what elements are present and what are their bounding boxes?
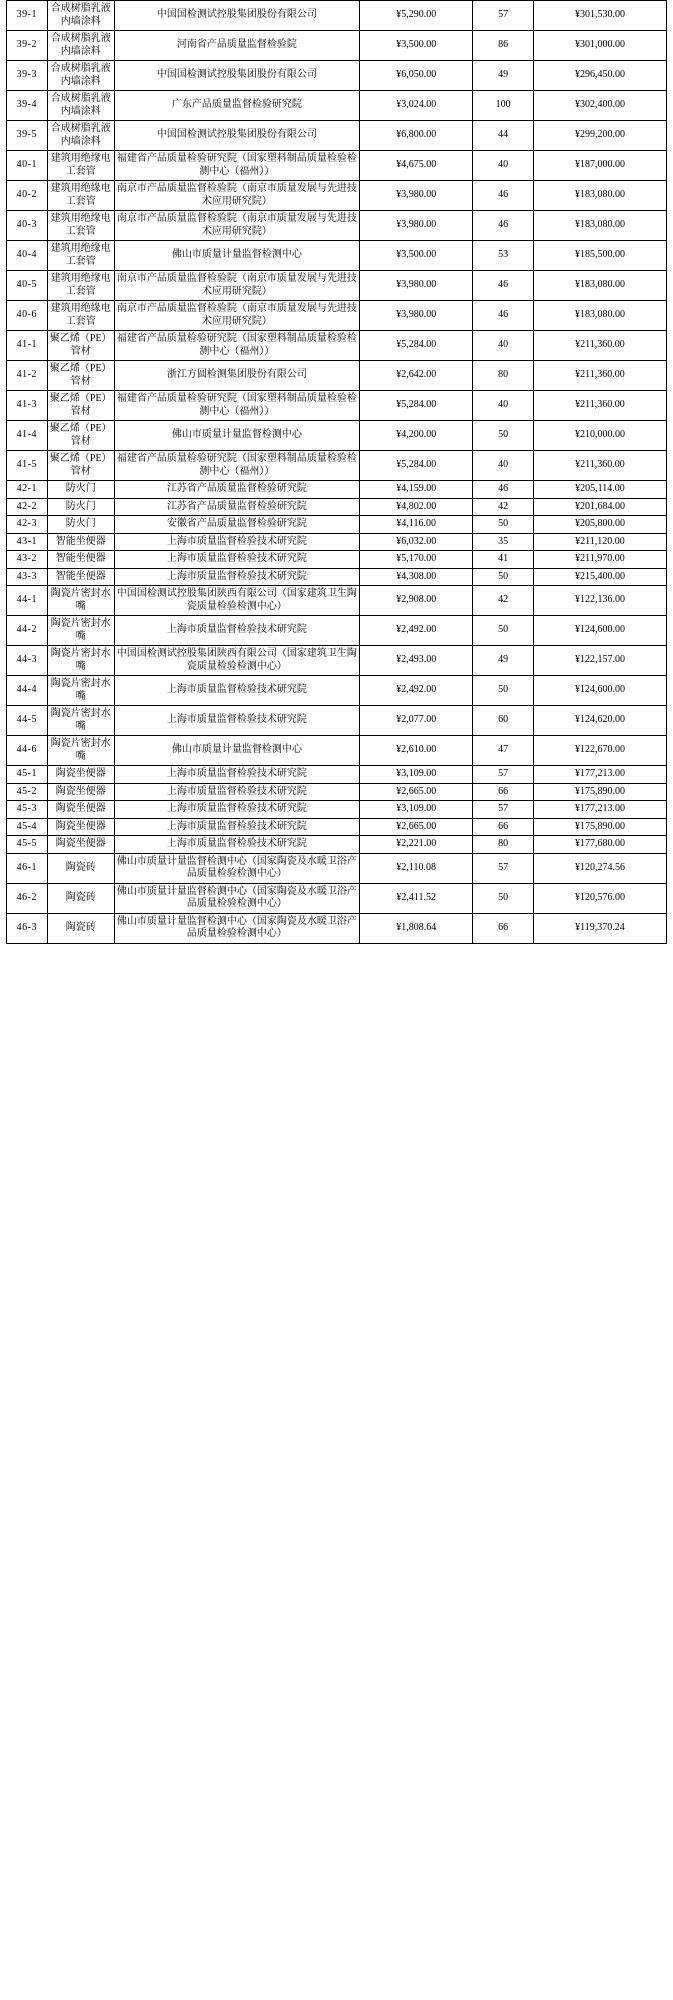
cell-qty: 40 xyxy=(473,451,534,481)
cell-price: ¥3,500.00 xyxy=(360,241,473,271)
cell-org: 江苏省产品质量监督检验研究院 xyxy=(114,481,359,499)
cell-total: ¥201,684.00 xyxy=(533,498,666,516)
cell-item: 智能坐便器 xyxy=(47,533,114,551)
cell-qty: 86 xyxy=(473,31,534,61)
cell-org: 安徽省产品质量监督检验研究院 xyxy=(114,516,359,534)
table-row xyxy=(7,551,667,569)
cell-org: 福建省产品质量检验研究院（国家塑料制品质量检验检测中心（福州）） xyxy=(114,391,359,421)
cell-price: ¥5,284.00 xyxy=(360,451,473,481)
cell-price: ¥6,050.00 xyxy=(360,61,473,91)
cell-price: ¥3,980.00 xyxy=(360,271,473,301)
cell-price: ¥5,170.00 xyxy=(360,551,473,569)
cell-item: 建筑用绝缘电工套管 xyxy=(47,301,114,331)
cell-price: ¥2,077.00 xyxy=(360,706,473,736)
table-row xyxy=(7,783,667,801)
cell-no: 44-6 xyxy=(7,736,48,766)
cell-total: ¥185,500.00 xyxy=(533,241,666,271)
cell-price: ¥6,800.00 xyxy=(360,121,473,151)
cell-price: ¥2,665.00 xyxy=(360,783,473,801)
cell-price: ¥2,610.00 xyxy=(360,736,473,766)
cell-org: 中国国检测试控股集团股份有限公司 xyxy=(114,121,359,151)
cell-org: 佛山市质量计量监督检测中心 xyxy=(114,241,359,271)
cell-price: ¥3,109.00 xyxy=(360,801,473,819)
cell-item: 陶瓷坐便器 xyxy=(47,818,114,836)
cell-no: 39-4 xyxy=(7,91,48,121)
cell-no: 45-5 xyxy=(7,836,48,854)
table-row xyxy=(7,533,667,551)
cell-no: 40-5 xyxy=(7,271,48,301)
cell-total: ¥175,890.00 xyxy=(533,783,666,801)
cell-org: 广东产品质量监督检验研究院 xyxy=(114,91,359,121)
cell-no: 40-4 xyxy=(7,241,48,271)
cell-total: ¥175,890.00 xyxy=(533,818,666,836)
cell-org: 上海市质量监督检验技术研究院 xyxy=(114,568,359,586)
cell-no: 45-4 xyxy=(7,818,48,836)
cell-item: 陶瓷砖 xyxy=(47,883,114,913)
cell-qty: 50 xyxy=(473,883,534,913)
table-row xyxy=(7,676,667,706)
cell-org: 佛山市质量计量监督检测中心（国家陶瓷及水暖卫浴产品质量检验检测中心） xyxy=(114,883,359,913)
table-row xyxy=(7,766,667,784)
cell-qty: 46 xyxy=(473,211,534,241)
cell-item: 陶瓷坐便器 xyxy=(47,801,114,819)
document-sheet xyxy=(0,0,673,944)
cell-price: ¥4,159.00 xyxy=(360,481,473,499)
cell-no: 41-3 xyxy=(7,391,48,421)
cell-no: 44-2 xyxy=(7,616,48,646)
cell-total: ¥183,080.00 xyxy=(533,301,666,331)
cell-total: ¥302,400.00 xyxy=(533,91,666,121)
table-row xyxy=(7,241,667,271)
cell-total: ¥119,370.24 xyxy=(533,913,666,943)
cell-price: ¥2,493.00 xyxy=(360,646,473,676)
cell-org: 佛山市质量计量监督检测中心 xyxy=(114,736,359,766)
cell-item: 防火门 xyxy=(47,516,114,534)
cell-qty: 100 xyxy=(473,91,534,121)
cell-price: ¥3,024.00 xyxy=(360,91,473,121)
table-row xyxy=(7,853,667,883)
cell-price: ¥4,116.00 xyxy=(360,516,473,534)
cell-item: 陶瓷砖 xyxy=(47,853,114,883)
cell-price: ¥2,221.00 xyxy=(360,836,473,854)
cell-item: 陶瓷砖 xyxy=(47,913,114,943)
cell-org: 南京市产品质量监督检验院（南京市质量发展与先进技术应用研究院） xyxy=(114,301,359,331)
table-row xyxy=(7,391,667,421)
cell-org: 浙江方圆检测集团股份有限公司 xyxy=(114,361,359,391)
cell-qty: 53 xyxy=(473,241,534,271)
cell-no: 39-5 xyxy=(7,121,48,151)
table-row xyxy=(7,706,667,736)
cell-total: ¥211,360.00 xyxy=(533,451,666,481)
cell-item: 防火门 xyxy=(47,481,114,499)
cell-no: 42-3 xyxy=(7,516,48,534)
cell-price: ¥4,675.00 xyxy=(360,151,473,181)
cell-no: 39-3 xyxy=(7,61,48,91)
cell-item: 陶瓷坐便器 xyxy=(47,783,114,801)
cell-qty: 42 xyxy=(473,498,534,516)
cell-no: 44-5 xyxy=(7,706,48,736)
cell-org: 南京市产品质量监督检验院（南京市质量发展与先进技术应用研究院） xyxy=(114,271,359,301)
cell-item: 陶瓷片密封水嘴 xyxy=(47,646,114,676)
cell-org: 上海市质量监督检验技术研究院 xyxy=(114,533,359,551)
cell-item: 智能坐便器 xyxy=(47,551,114,569)
cell-qty: 57 xyxy=(473,853,534,883)
cell-no: 40-1 xyxy=(7,151,48,181)
cell-no: 44-1 xyxy=(7,586,48,616)
cell-total: ¥177,213.00 xyxy=(533,801,666,819)
cell-price: ¥3,500.00 xyxy=(360,31,473,61)
cell-org: 上海市质量监督检验技术研究院 xyxy=(114,616,359,646)
cell-total: ¥177,680.00 xyxy=(533,836,666,854)
cell-item: 合成树脂乳液内墙涂料 xyxy=(47,121,114,151)
cell-org: 上海市质量监督检验技术研究院 xyxy=(114,801,359,819)
cell-qty: 50 xyxy=(473,616,534,646)
cell-qty: 35 xyxy=(473,533,534,551)
cell-price: ¥4,200.00 xyxy=(360,421,473,451)
cell-price: ¥5,290.00 xyxy=(360,1,473,31)
cell-price: ¥3,980.00 xyxy=(360,181,473,211)
cell-total: ¥120,274.56 xyxy=(533,853,666,883)
table-row xyxy=(7,1,667,31)
cell-no: 41-1 xyxy=(7,331,48,361)
table-row xyxy=(7,616,667,646)
cell-total: ¥211,970.00 xyxy=(533,551,666,569)
cell-item: 陶瓷坐便器 xyxy=(47,766,114,784)
cell-no: 41-2 xyxy=(7,361,48,391)
cell-org: 中国国检测试控股集团股份有限公司 xyxy=(114,61,359,91)
cell-total: ¥211,360.00 xyxy=(533,391,666,421)
cell-org: 佛山市质量计量监督检测中心（国家陶瓷及水暖卫浴产品质量检验检测中心） xyxy=(114,853,359,883)
table-row xyxy=(7,331,667,361)
table-row xyxy=(7,818,667,836)
cell-price: ¥2,411.52 xyxy=(360,883,473,913)
cell-total: ¥210,000.00 xyxy=(533,421,666,451)
table-row xyxy=(7,211,667,241)
cell-price: ¥3,980.00 xyxy=(360,301,473,331)
cell-qty: 66 xyxy=(473,783,534,801)
table-row xyxy=(7,421,667,451)
cell-org: 中国国检测试控股集团股份有限公司 xyxy=(114,1,359,31)
cell-item: 陶瓷片密封水嘴 xyxy=(47,736,114,766)
table-row xyxy=(7,271,667,301)
cell-qty: 46 xyxy=(473,481,534,499)
cell-total: ¥124,600.00 xyxy=(533,676,666,706)
cell-item: 建筑用绝缘电工套管 xyxy=(47,181,114,211)
cell-total: ¥205,114.00 xyxy=(533,481,666,499)
table-row xyxy=(7,568,667,586)
cell-total: ¥211,360.00 xyxy=(533,331,666,361)
cell-item: 陶瓷片密封水嘴 xyxy=(47,586,114,616)
table-row xyxy=(7,516,667,534)
cell-qty: 40 xyxy=(473,391,534,421)
cell-item: 合成树脂乳液内墙涂料 xyxy=(47,91,114,121)
cell-item: 聚乙烯（PE）管材 xyxy=(47,391,114,421)
cell-org: 中国国检测试控股集团陕西有限公司（国家建筑卫生陶瓷质量检验检测中心） xyxy=(114,586,359,616)
bid-results-table xyxy=(6,0,667,944)
cell-price: ¥4,802.00 xyxy=(360,498,473,516)
cell-qty: 47 xyxy=(473,736,534,766)
cell-price: ¥2,110.08 xyxy=(360,853,473,883)
table-row xyxy=(7,736,667,766)
table-row xyxy=(7,883,667,913)
cell-no: 40-6 xyxy=(7,301,48,331)
table-row xyxy=(7,451,667,481)
cell-no: 42-2 xyxy=(7,498,48,516)
cell-price: ¥2,492.00 xyxy=(360,616,473,646)
cell-total: ¥183,080.00 xyxy=(533,181,666,211)
cell-qty: 50 xyxy=(473,568,534,586)
cell-item: 陶瓷片密封水嘴 xyxy=(47,676,114,706)
cell-total: ¥177,213.00 xyxy=(533,766,666,784)
cell-org: 河南省产品质量监督检验院 xyxy=(114,31,359,61)
cell-qty: 40 xyxy=(473,331,534,361)
cell-total: ¥124,620.00 xyxy=(533,706,666,736)
cell-qty: 66 xyxy=(473,818,534,836)
cell-item: 聚乙烯（PE）管材 xyxy=(47,361,114,391)
cell-no: 40-3 xyxy=(7,211,48,241)
cell-qty: 46 xyxy=(473,301,534,331)
cell-total: ¥299,200.00 xyxy=(533,121,666,151)
cell-total: ¥301,000.00 xyxy=(533,31,666,61)
cell-qty: 41 xyxy=(473,551,534,569)
cell-price: ¥5,284.00 xyxy=(360,331,473,361)
table-row xyxy=(7,61,667,91)
cell-item: 合成树脂乳液内墙涂料 xyxy=(47,1,114,31)
cell-qty: 46 xyxy=(473,181,534,211)
cell-total: ¥122,670.00 xyxy=(533,736,666,766)
cell-price: ¥1,808.64 xyxy=(360,913,473,943)
cell-qty: 46 xyxy=(473,271,534,301)
table-row xyxy=(7,498,667,516)
cell-qty: 80 xyxy=(473,836,534,854)
cell-item: 陶瓷片密封水嘴 xyxy=(47,616,114,646)
cell-qty: 44 xyxy=(473,121,534,151)
cell-item: 合成树脂乳液内墙涂料 xyxy=(47,61,114,91)
cell-total: ¥124,600.00 xyxy=(533,616,666,646)
cell-no: 42-1 xyxy=(7,481,48,499)
cell-price: ¥6,032.00 xyxy=(360,533,473,551)
cell-price: ¥2,642.00 xyxy=(360,361,473,391)
cell-qty: 66 xyxy=(473,913,534,943)
cell-item: 陶瓷坐便器 xyxy=(47,836,114,854)
table-row xyxy=(7,836,667,854)
cell-org: 南京市产品质量监督检验院（南京市质量发展与先进技术应用研究院） xyxy=(114,211,359,241)
cell-org: 中国国检测试控股集团陕西有限公司（国家建筑卫生陶瓷质量检验检测中心） xyxy=(114,646,359,676)
table-row xyxy=(7,913,667,943)
cell-no: 39-1 xyxy=(7,1,48,31)
table-row xyxy=(7,646,667,676)
cell-qty: 42 xyxy=(473,586,534,616)
cell-item: 建筑用绝缘电工套管 xyxy=(47,211,114,241)
table-row xyxy=(7,121,667,151)
cell-total: ¥122,157.00 xyxy=(533,646,666,676)
cell-org: 江苏省产品质量监督检验研究院 xyxy=(114,498,359,516)
cell-price: ¥3,109.00 xyxy=(360,766,473,784)
cell-item: 聚乙烯（PE）管材 xyxy=(47,331,114,361)
cell-price: ¥3,980.00 xyxy=(360,211,473,241)
cell-item: 陶瓷片密封水嘴 xyxy=(47,706,114,736)
cell-org: 上海市质量监督检验技术研究院 xyxy=(114,551,359,569)
cell-qty: 57 xyxy=(473,766,534,784)
cell-total: ¥211,360.00 xyxy=(533,361,666,391)
cell-no: 44-3 xyxy=(7,646,48,676)
cell-qty: 49 xyxy=(473,61,534,91)
cell-price: ¥2,492.00 xyxy=(360,676,473,706)
table-body xyxy=(7,1,667,944)
cell-total: ¥187,000.00 xyxy=(533,151,666,181)
cell-price: ¥2,908.00 xyxy=(360,586,473,616)
table-row xyxy=(7,586,667,616)
cell-no: 46-3 xyxy=(7,913,48,943)
cell-no: 44-4 xyxy=(7,676,48,706)
cell-qty: 49 xyxy=(473,646,534,676)
cell-qty: 80 xyxy=(473,361,534,391)
cell-org: 上海市质量监督检验技术研究院 xyxy=(114,706,359,736)
cell-item: 智能坐便器 xyxy=(47,568,114,586)
cell-no: 46-2 xyxy=(7,883,48,913)
table-row xyxy=(7,301,667,331)
cell-no: 39-2 xyxy=(7,31,48,61)
cell-no: 46-1 xyxy=(7,853,48,883)
cell-org: 福建省产品质量检验研究院（国家塑料制品质量检验检测中心（福州）） xyxy=(114,451,359,481)
cell-qty: 50 xyxy=(473,516,534,534)
cell-total: ¥120,576.00 xyxy=(533,883,666,913)
cell-org: 上海市质量监督检验技术研究院 xyxy=(114,783,359,801)
cell-total: ¥215,400.00 xyxy=(533,568,666,586)
cell-item: 建筑用绝缘电工套管 xyxy=(47,241,114,271)
cell-org: 佛山市质量计量监督检测中心 xyxy=(114,421,359,451)
cell-no: 40-2 xyxy=(7,181,48,211)
cell-no: 45-2 xyxy=(7,783,48,801)
cell-qty: 60 xyxy=(473,706,534,736)
cell-item: 建筑用绝缘电工套管 xyxy=(47,151,114,181)
cell-no: 41-5 xyxy=(7,451,48,481)
table-row xyxy=(7,181,667,211)
cell-price: ¥4,308.00 xyxy=(360,568,473,586)
table-row xyxy=(7,801,667,819)
cell-org: 福建省产品质量检验研究院（国家塑料制品质量检验检测中心（福州）） xyxy=(114,151,359,181)
cell-total: ¥296,450.00 xyxy=(533,61,666,91)
cell-qty: 40 xyxy=(473,151,534,181)
table-row xyxy=(7,31,667,61)
cell-price: ¥5,284.00 xyxy=(360,391,473,421)
cell-no: 43-3 xyxy=(7,568,48,586)
cell-total: ¥183,080.00 xyxy=(533,211,666,241)
cell-no: 41-4 xyxy=(7,421,48,451)
cell-total: ¥301,530.00 xyxy=(533,1,666,31)
table-row xyxy=(7,361,667,391)
cell-item: 防火门 xyxy=(47,498,114,516)
cell-org: 福建省产品质量检验研究院（国家塑料制品质量检验检测中心（福州）） xyxy=(114,331,359,361)
cell-qty: 50 xyxy=(473,676,534,706)
table-row xyxy=(7,91,667,121)
cell-item: 聚乙烯（PE）管材 xyxy=(47,421,114,451)
cell-no: 43-1 xyxy=(7,533,48,551)
cell-org: 佛山市质量计量监督检测中心（国家陶瓷及水暖卫浴产品质量检验检测中心） xyxy=(114,913,359,943)
cell-org: 上海市质量监督检验技术研究院 xyxy=(114,836,359,854)
cell-org: 上海市质量监督检验技术研究院 xyxy=(114,766,359,784)
cell-no: 45-3 xyxy=(7,801,48,819)
cell-total: ¥183,080.00 xyxy=(533,271,666,301)
cell-item: 合成树脂乳液内墙涂料 xyxy=(47,31,114,61)
cell-no: 43-2 xyxy=(7,551,48,569)
cell-qty: 50 xyxy=(473,421,534,451)
cell-org: 上海市质量监督检验技术研究院 xyxy=(114,818,359,836)
cell-total: ¥205,800.00 xyxy=(533,516,666,534)
cell-qty: 57 xyxy=(473,1,534,31)
cell-total: ¥211,120.00 xyxy=(533,533,666,551)
cell-item: 建筑用绝缘电工套管 xyxy=(47,271,114,301)
cell-qty: 57 xyxy=(473,801,534,819)
cell-price: ¥2,665.00 xyxy=(360,818,473,836)
table-row xyxy=(7,151,667,181)
table-row xyxy=(7,481,667,499)
cell-org: 南京市产品质量监督检验院（南京市质量发展与先进技术应用研究院） xyxy=(114,181,359,211)
cell-total: ¥122,136.00 xyxy=(533,586,666,616)
cell-org: 上海市质量监督检验技术研究院 xyxy=(114,676,359,706)
cell-item: 聚乙烯（PE）管材 xyxy=(47,451,114,481)
cell-no: 45-1 xyxy=(7,766,48,784)
